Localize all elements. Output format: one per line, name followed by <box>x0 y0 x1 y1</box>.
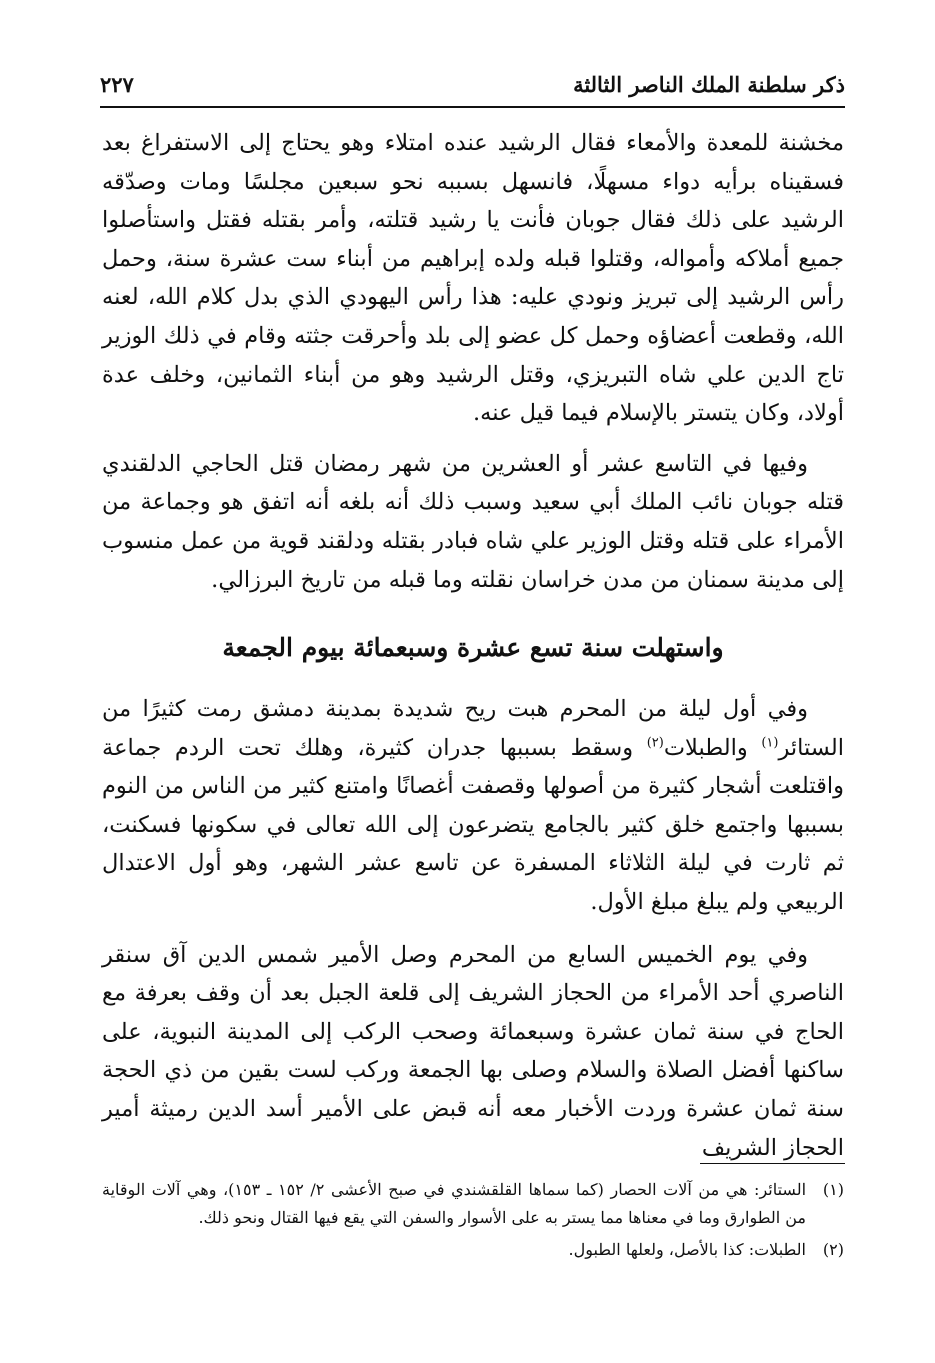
paragraph-text: والطبلات <box>663 734 762 761</box>
footnote-reference[interactable]: (٢) <box>646 735 664 751</box>
footnote-text: الطبلات: كذا بالأصل، ولعلها الطبول. <box>568 1240 806 1259</box>
running-title: ذكر سلطنة الملك الناصر الثالثة <box>573 72 845 97</box>
footnote-marker: (٢) <box>822 1240 844 1259</box>
paragraph-text: وفي أول ليلة من المحرم هبت ريح شديدة بمدينة دمشق رمت كثيرًا من الستائر <box>102 696 844 761</box>
footnote-item <box>102 1236 844 1264</box>
paragraph: وفيها في التاسع عشر أو العشرين من شهر رمضان قتل الحاجي الدلقندي قتله جوبان نائب الملك أبي سعيد وسبب ذلك أنه بلغه أنه اتفق هو وجماعة من الأمراء على قتله وقتل الوزير علي شاه فبادر بقتله ودلقند قوية من عمل منسوب إلى مدينة سمنان من مدن خراسان نقلته وما قبله من تاريخ البرزالي. <box>102 450 844 593</box>
footnote-divider <box>700 1163 845 1164</box>
page-header <box>100 70 845 108</box>
footnotes <box>102 1176 844 1268</box>
footnote-reference[interactable]: (١) <box>761 735 779 751</box>
paragraph: مخشنة للمعدة والأمعاء فقال الرشيد عنده امتلاء وهو يحتاج إلى الاستفراغ بعد فسقيناه برأيه دواء مسهلًا، فانسهل بسببه نحو سبعين مجلسًا ومات وصدّقه الرشيد على ذلك فقال جوبان فأنت يا رشيد قتلته، وأمر بقتله فقتل واستأصلوا جميع أملاكه وأمواله، وقتلوا قبله ولده إبراهيم من أبناء ست عشرة سنة، وحمل رأس الرشيد إلى تبريز ونودي عليه: هذا رأس اليهودي الذي بدل كلام الله، لعنه الله، وقطعت أعضاؤه وحمل كل عضو إلى بلد وأحرقت جثته وقام في ذلك الوزير تاج الدين علي شاه التبريزي، وقتل الرشيد وهو من أبناء الثمانين، وخلف عدة أولاد، وكان يتستر بالإسلام فيما قيل عنه. <box>102 130 844 427</box>
paragraph-text: وسقط بسببها جدران كثيرة، وهلك تحت الردم جماعة واقتلعت أشجار كثيرة من أصولها وقصفت أغصانًا وامتنع كثير من الناس من النوم بسببها واجتمع خلق كثير بالجامع يتضرعون إلى الله تعالى في سكونها فسكنت، ثم ثارت في ليلة الثلاثاء المسفرة عن تاسع عشر الشهر، وهو أول الاعتدال الربيعي ولم يبلغ مبلغ الأول. <box>102 734 844 915</box>
section-one <box>102 124 844 599</box>
page-number: ٢٢٧ <box>100 72 134 97</box>
section-two <box>102 690 844 1167</box>
paragraph: وفي يوم الخميس السابع من المحرم وصل الأمير شمس الدين آق سنقر الناصري أحد الأمراء من الحجاز الشريف إلى قلعة الجبل بعد أن وقف بعرفة مع الحاج في سنة ثمان عشرة وسبعمائة وصحب الركب إلى المدينة النبوية، على ساكنها أفضل الصلاة والسلام وصلى بها الجمعة وركب لست بقين من ذي الحجة سنة ثمان عشرة وردت الأخبار معه أنه قبض على الأمير أسد الدين رميثة أمير الحجاز الشريف <box>102 941 844 1161</box>
footnote-item <box>102 1176 844 1232</box>
section-heading: واستهلت سنة تسع عشرة وسبعمائة بيوم الجمعة <box>222 633 724 662</box>
paragraph <box>102 690 844 922</box>
footnote-marker: (١) <box>822 1180 844 1199</box>
footnote-text: الستائر: هي من آلات الحصار (كما سماها القلقشندي في صبح الأعشى ٢/ ١٥٢ ـ ١٥٣)، وهي آلات الوقاية من الطوارق وما في معناها مما يستر به على الأسوار والسفن التي يقع فيها القتال ونحو ذلك. <box>102 1180 807 1227</box>
